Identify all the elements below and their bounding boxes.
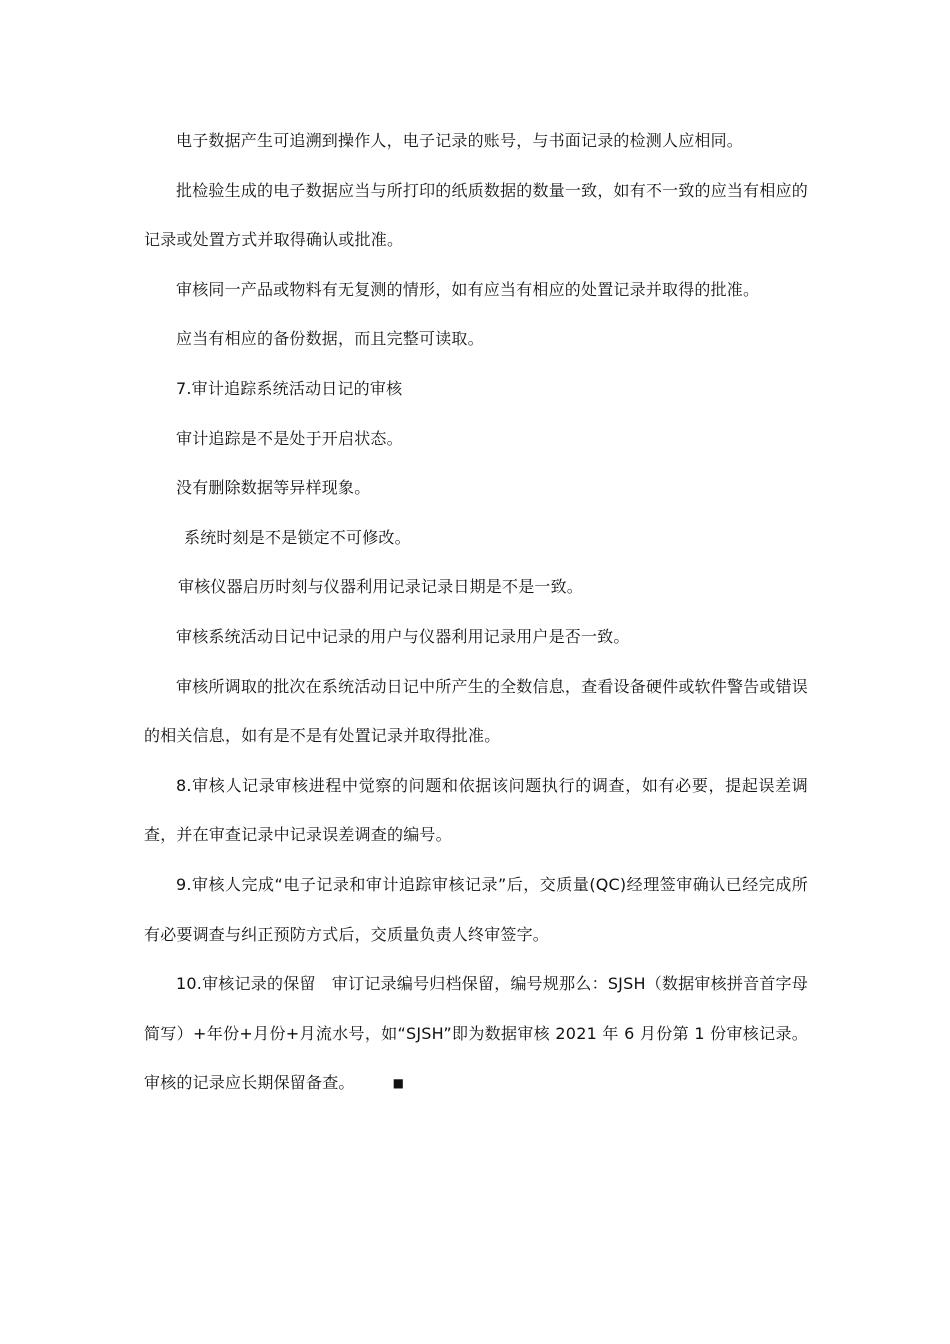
- section-qc-signoff: 9.审核人完成“电子记录和审计追踪审核记录”后，交质量(QC)经理签审确认已经完成所有必要调查与纠正预防方式后，交质量负责人终审签字。: [144, 874, 808, 944]
- paragraph-system-time: 系统时刻是不是锁定不可修改。: [184, 527, 411, 547]
- document-body: [144, 116, 808, 1109]
- section-deviation-investigation: 8.审核人记录审核进程中觉察的问题和依据该问题执行的调查，如有必要，提起误差调查，并在审查记录中记录误差调查的编号。: [144, 775, 808, 845]
- section-record-retention: [144, 959, 808, 1109]
- paragraph-retest-review: 审核同一产品或物料有无复测的情形，如有应当有相应的处置记录并取得的批准。: [176, 279, 760, 299]
- paragraph-system-user: 审核系统活动日记中记录的用户与仪器利用记录用户是否一致。: [176, 626, 630, 646]
- section-heading-audit-trail: 7.审计追踪系统活动日记的审核: [176, 378, 403, 398]
- paragraph-no-deletion: 没有删除数据等异样现象。: [176, 478, 371, 498]
- end-mark: ■: [392, 1076, 405, 1091]
- paragraph-instrument-time: 审核仪器启历时刻与仪器利用记录记录日期是不是一致。: [178, 577, 584, 597]
- paragraph-batch-consistency: 批检验生成的电子数据应当与所打印的纸质数据的数量一致，如有不一致的应当有相应的记录或处置方式并取得确认或批准。: [144, 180, 808, 250]
- paragraph-audit-trail-enabled: 审计追踪是不是处于开启状态。: [176, 428, 403, 448]
- paragraph-traceability: 电子数据产生可追溯到操作人，电子记录的账号，与书面记录的检测人应相同。: [176, 131, 744, 150]
- paragraph-batch-information: 审核所调取的批次在系统活动日记中所产生的全数信息，查看设备硬件或软件警告或错误的相关信息，如有是不是有处置记录并取得批准。: [144, 676, 808, 746]
- record-retention-text: 10.审核记录的保留 审订记录编号归档保留，编号规那么：SJSH（数据审核拼音首字母简写）+年份+月份+月流水号，如“SJSH”即为数据审核 2021 年 6 月份第 1 份审核记录。审核的记录应长期保留备查。: [144, 974, 808, 1093]
- paragraph-backup: 应当有相应的备份数据，而且完整可读取。: [176, 329, 484, 349]
